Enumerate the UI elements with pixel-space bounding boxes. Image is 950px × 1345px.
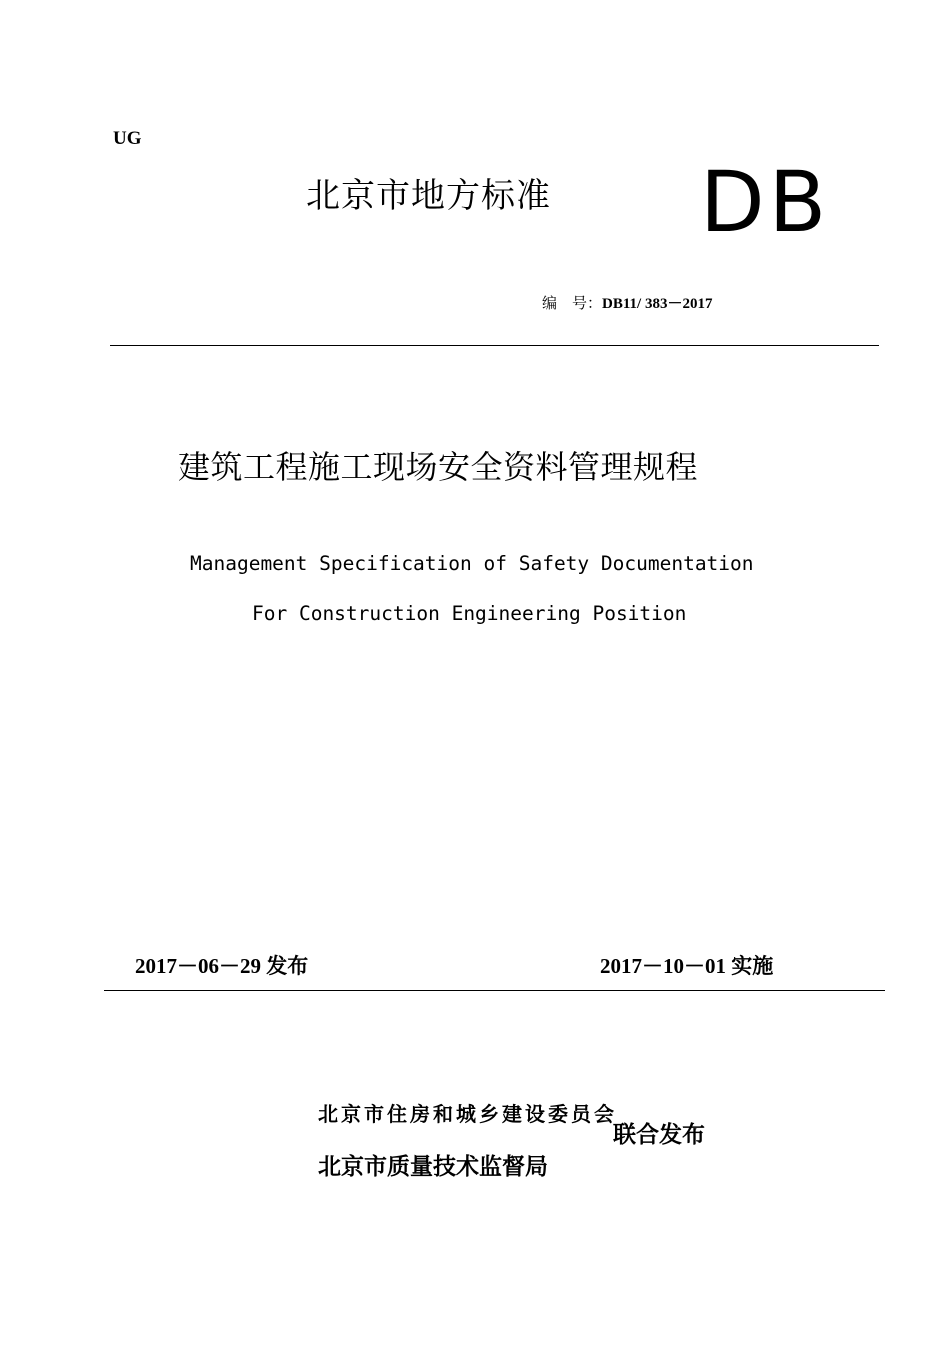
standard-code [542, 292, 712, 313]
document-title-en-line2: For Construction Engineering Position [252, 602, 687, 625]
top-divider [110, 345, 879, 346]
classification-code: UG [113, 128, 142, 149]
publisher-org-1: 北京市住房和城乡建设委员会 [318, 1102, 617, 1126]
bottom-divider [104, 990, 885, 991]
joint-release-label: 联合发布 [613, 1122, 705, 1148]
code-label: 编 号： [542, 294, 603, 312]
implementation-date: 2017－10－01 实施 [600, 954, 774, 978]
document-title-en-line1: Management Specification of Safety Documentation [190, 552, 754, 575]
publisher-org-2: 北京市质量技术监督局 [318, 1154, 548, 1180]
standard-title: 北京市地方标准 [306, 176, 551, 216]
db-mark: DB [700, 153, 831, 251]
code-value: DB11/ 383－2017 [602, 296, 713, 312]
document-title-zh: 建筑工程施工现场安全资料管理规程 [178, 448, 699, 486]
issue-date: 2017－06－29 发布 [135, 954, 309, 978]
